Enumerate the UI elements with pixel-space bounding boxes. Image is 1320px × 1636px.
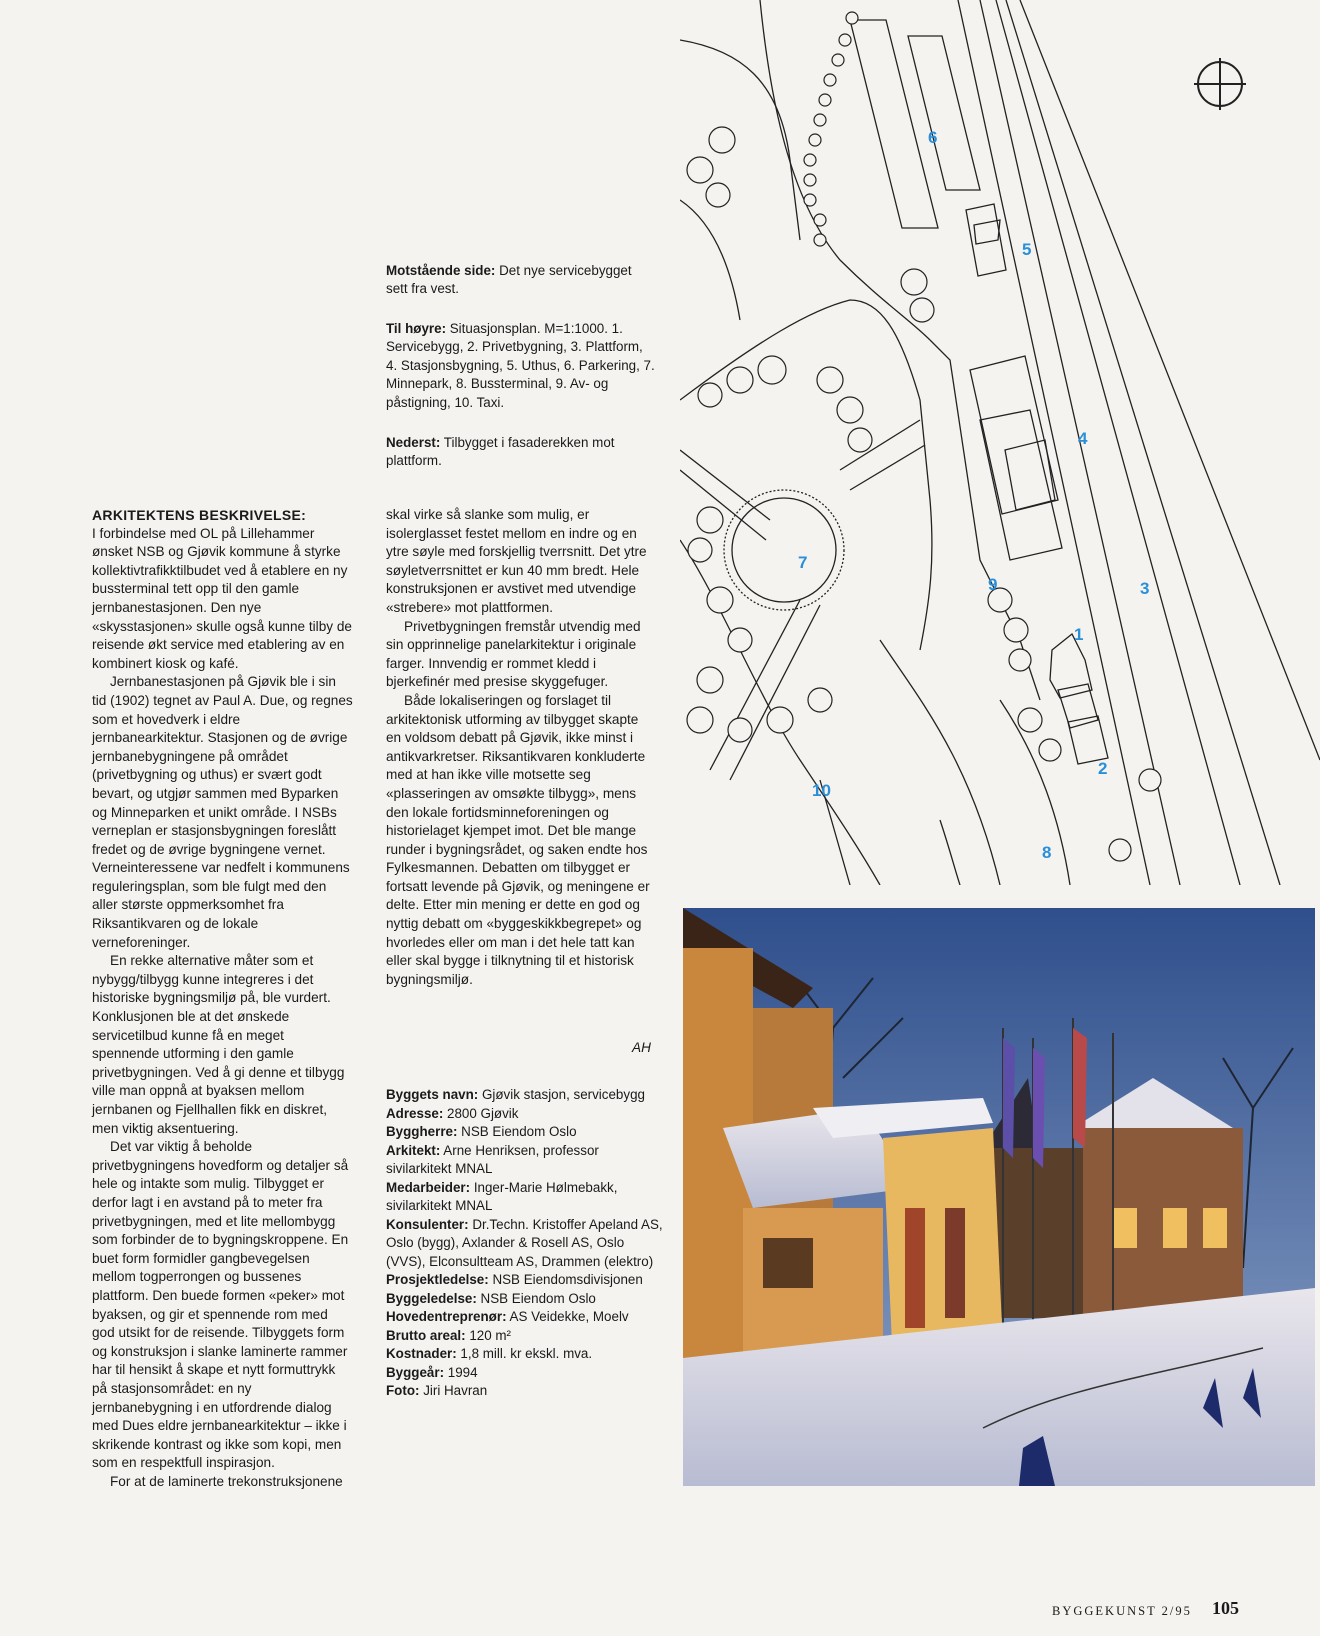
fact-item: Byggherre: NSB Eiendom Oslo bbox=[386, 1124, 577, 1139]
fact-item: Konsulenter: Dr.Techn. Kristoffer Apeland AS, Oslo (bygg), Axlander & Rosell AS, Oslo (VVS), Elconsultteam AS, Drammen (elektro) bbox=[386, 1216, 663, 1269]
fact-item: Byggets navn: Gjøvik stasjon, servicebygg bbox=[386, 1087, 645, 1102]
paragraph: skal virke så slanke som mulig, er isolerglasset festet mellom en indre og en ytre søyle med forskjellig tverrsnitt. Det ytre søyletverrsnittet er kun 40 mm bredt. Hele konstruksjonen er avstivet med utvendige «strebere» mot plattformen. bbox=[386, 507, 647, 615]
fact-item: Arkitekt: Arne Henriksen, professor sivilarkitekt MNAL bbox=[386, 1142, 599, 1176]
paragraph: For at de laminerte trekonstruksjonene bbox=[110, 1473, 343, 1489]
fact-item: Hovedentreprenør: AS Veidekke, Moelv bbox=[386, 1309, 629, 1324]
fact-item: Brutto areal: 120 m² bbox=[386, 1327, 512, 1343]
paragraph: Jernbanestasjonen på Gjøvik ble i sin tid (1902) tegnet av Paul A. Due, og regnes som et hovedverk i eldre jernbanearkitektur. Stasjonen og de øvrige jernbanebygningene på området (privetbygning og uthus) er svært godt bevart, og utgjør sammen med Byparken og Minneparken et unikt område. I NSBs verneplan er stasjonsbygningen foreslått fredet og de øvrige bygningene vernet. Verneinteressene var nedfelt i kommunens reguleringsplan, som ble fulgt med den aller største oppmerksomhet fra Riksantikvaren og de lokale verneforeninger. bbox=[92, 674, 353, 950]
caption-opposite: Motstående side: Det nye servicebygget sett fra vest. bbox=[386, 263, 632, 297]
paragraph: Både lokaliseringen og forslaget til arkitektonisk utforming av tilbygget skapte en voldsom debatt på Gjøvik, ikke minst i antikvarkretser. Riksantikvaren konkluderte med at han ikke ville motsette seg «plasseringen av omsøkte tilbygg», mens den lokale fortidsminneforeningen og historielaget kjempet imot. Det ble mange runder i bygningsrådet, og saken endte hos Fylkesmannen. Debatten om tilbygget er fortsatt levende på Gjøvik, og meningene er delte. Etter min mening er dette en god og nyttig debatt om «byggeskikkbegrepet» og hvorledes eller om man i det hele tatt kan eller skal bygge i tilknytning til et historisk bygningsmiljø. bbox=[386, 692, 650, 987]
site-plan bbox=[680, 0, 1320, 885]
paragraph: I forbindelse med OL på Lillehammer ønsket NSB og Gjøvik kommune å styrke kollektivtrafikktilbudet ved å etablere en ny bussterminal tett opp til den gamle jernbanestasjonen. Den nye «skysstasjonen» skulle også kunne tilby de reisende økt service med etablering av en kombinert kiosk og kafé. bbox=[92, 525, 352, 671]
plan-label-9: 9 bbox=[988, 575, 998, 594]
plan-label-10: 10 bbox=[812, 781, 831, 800]
plan-label-6: 6 bbox=[928, 128, 938, 147]
article-column-1 bbox=[92, 506, 354, 1491]
fact-item: Foto: Jiri Havran bbox=[386, 1383, 488, 1398]
page-number: 105 bbox=[1212, 1598, 1239, 1618]
author-signature: AH bbox=[632, 1040, 651, 1055]
plan-label-2: 2 bbox=[1098, 759, 1108, 778]
plan-label-8: 8 bbox=[1042, 843, 1052, 862]
caption-bottom: Nederst: Tilbygget i fasaderekken mot plattform. bbox=[386, 435, 615, 469]
building-photo bbox=[683, 908, 1315, 1486]
fact-item: Adresse: 2800 Gjøvik bbox=[386, 1105, 519, 1121]
magazine-title: BYGGEKUNST 2/95 bbox=[1052, 1604, 1192, 1618]
plan-label-5: 5 bbox=[1022, 240, 1032, 259]
caption-right: Til høyre: Situasjonsplan. M=1:1000. 1. Servicebygg, 2. Privetbygning, 3. Plattform, 4. Stasjonsbygning, 5. Uthus, 6. Parkering, 7. Minnepark, 8. Bussterminal, 9. Av- og påstigning, 10. Taxi. bbox=[386, 321, 655, 410]
plan-label-3: 3 bbox=[1140, 579, 1150, 598]
fact-item: Medarbeider: Inger-Marie Hølmebakk, sivilarkitekt MNAL bbox=[386, 1179, 618, 1213]
paragraph: Privetbygningen fremstår utvendig med sin opprinnelige panelarkitektur i originale farger. Innvendig er rommet kledd i bjerkefinér med presise skyggefuger. bbox=[386, 618, 641, 690]
fact-item: Byggeår: 1994 bbox=[386, 1364, 478, 1380]
project-facts bbox=[386, 1086, 666, 1401]
plan-label-1: 1 bbox=[1074, 625, 1084, 644]
plan-label-4: 4 bbox=[1078, 429, 1088, 448]
fact-item: Kostnader: 1,8 mill. kr ekskl. mva. bbox=[386, 1346, 593, 1361]
fact-item: Byggeledelse: NSB Eiendom Oslo bbox=[386, 1290, 596, 1306]
plan-label-7: 7 bbox=[798, 553, 808, 572]
paragraph: Det var viktig å beholde privetbygningens hovedform og detaljer så hele og intakte som mulig. Tilbygget er derfor lagt i en avstand på to meter fra privetbygningen, med et lite mellombygg som forbinder de to bygningskroppene. En buet form formidler gangbevegelsen mellom togperrongen og bussenes plattform. Den buede formen «peker» mot byaksen, og gir et spennende rom med god utsikt for de reisende. Tilbyggets form og konstruksjon i slanke laminerte rammer har til hensikt å skape et nytt formuttrykk på stasjonsområdet: en ny jernbanebygning i en utfordrende dialog med Dues eldre jernbanearkitektur – ikke i skrikende kontrast og ikke som kopi, men som en respektfull inspirasjon. bbox=[92, 1139, 349, 1471]
article-column-2 bbox=[386, 506, 656, 989]
fact-item: Prosjektledelse: NSB Eiendomsdivisjonen bbox=[386, 1272, 643, 1287]
paragraph: En rekke alternative måter som et nybygg/tilbygg kunne integreres i det historiske bygningsmiljø på, ble vurdert. Konklusjonen ble at det ønskede servicetilbud kunne få en meget spennende utforming i den gamle privetbygningen. Ved å gi denne et tilbygg ville man oppnå at byaksen mellom jernbanen og Fjellhallen fikk en diskret, men viktig aksentuering. bbox=[92, 953, 345, 1136]
article-heading: ARKITEKTENS BESKRIVELSE: bbox=[92, 507, 307, 523]
